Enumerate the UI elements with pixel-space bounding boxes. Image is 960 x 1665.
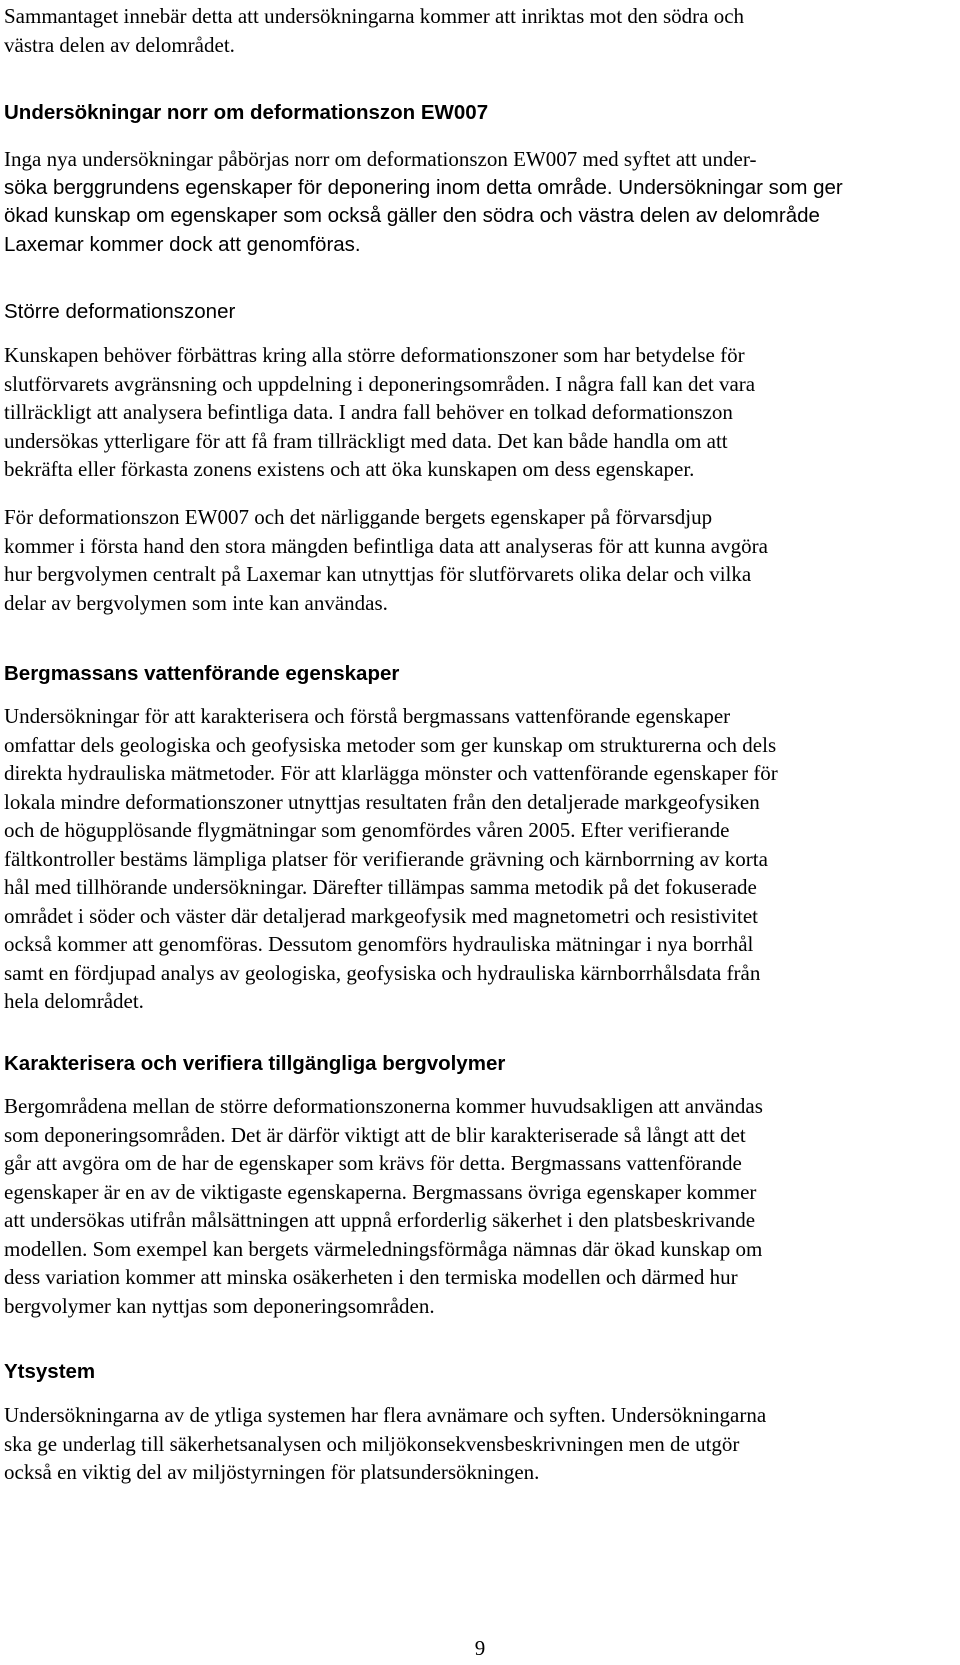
heading-storre: Större deformationszoner bbox=[4, 300, 236, 323]
karakterisera-line-8: bergvolymer kan nyttjas som deponeringsområden. bbox=[4, 1293, 435, 1318]
heading-karakterisera: Karakterisera och verifiera tillgängliga bergvolymer bbox=[4, 1052, 506, 1075]
karakterisera-line-6: modellen. Som exempel kan bergets värmeledningsförmåga nämnas där ökad kunskap om bbox=[4, 1236, 763, 1261]
ytsystem-line-3: också en viktig del av miljöstyrningen för platsundersökningen. bbox=[4, 1460, 540, 1484]
section-karakterisera bbox=[4, 1050, 954, 1078]
vatten-line-3: direkta hydrauliska mätmetoder. För att klarlägga mönster och vattenförande egenskaper för bbox=[4, 761, 778, 785]
ew007-paragraph bbox=[4, 503, 954, 617]
vatten-line-9: också kommer att genomföras. Dessutom genomförs hydrauliska mätningar i nya borrhål bbox=[4, 932, 754, 956]
vatten-line-2: omfattar dels geologiska och geofysiska metoder som ger kunskap om strukturerna och dels bbox=[4, 732, 777, 757]
heading-vatten: Bergmassans vattenförande egenskaper bbox=[4, 662, 400, 685]
intro-paragraph bbox=[4, 2, 954, 59]
section-norr bbox=[4, 99, 954, 127]
karakterisera-line-1: Bergområdena mellan de större deformationszonerna kommer huvudsakligen att användas bbox=[4, 1094, 763, 1118]
vatten-line-4: lokala mindre deformationszoner utnyttjas resultaten från den detaljerade markgeofysiken bbox=[4, 789, 760, 814]
ytsystem-line-2: ska ge underlag till säkerhetsanalysen och miljökonsekvensbeskrivningen men de utgör bbox=[4, 1431, 740, 1456]
section-storre bbox=[4, 298, 954, 326]
page-number: 9 bbox=[474, 1636, 486, 1660]
heading-norr: Undersökningar norr om deformationszon EW007 bbox=[4, 101, 489, 124]
ew007-line-4: delar av bergvolymen som inte kan användas. bbox=[4, 590, 388, 615]
norr-paragraph bbox=[4, 145, 954, 259]
heading-ytsystem: Ytsystem bbox=[4, 1360, 96, 1383]
karakterisera-line-2: som deponeringsområden. Det är därför viktigt att de blir karakteriserade så långt att det bbox=[4, 1122, 746, 1147]
vatten-line-7: hål med tillhörande undersökningar. Därefter tillämpas samma metodik på det fokuserade bbox=[4, 875, 757, 899]
ytsystem-paragraph bbox=[4, 1401, 954, 1487]
vatten-line-6: fältkontroller bestäms lämpliga platser för verifierande grävning och kärnborrning av korta bbox=[4, 846, 768, 871]
storre-line-3: tillräckligt att analysera befintliga data. I andra fall behöver en tolkad deformationszon bbox=[4, 400, 733, 424]
vatten-line-8: området i söder och väster där detaljerad markgeofysik med magnetometri och resistivitet bbox=[4, 903, 758, 928]
ew007-line-1: För deformationszon EW007 och det närliggande bergets egenskaper på förvarsdjup bbox=[4, 505, 713, 529]
karakterisera-line-5: att undersökas utifrån målsättningen att uppnå erforderlig säkerhet i den platsbeskrivande bbox=[4, 1208, 756, 1232]
storre-line-4: undersökas ytterligare för att få fram tillräckligt med data. Det kan både handla om att bbox=[4, 428, 728, 453]
vatten-line-1: Undersökningar för att karakterisera och förstå bergmassans vattenförande egenskaper bbox=[4, 704, 731, 728]
ew007-line-3: hur bergvolymen centralt på Laxemar kan utnyttjas för slutförvarets olika delar och vilka bbox=[4, 562, 752, 586]
karakterisera-line-4: egenskaper är en av de viktigaste egenskaperna. Bergmassans övriga egenskaper kommer bbox=[4, 1179, 757, 1204]
karakterisera-line-3: går att avgöra om de har de egenskaper som krävs för detta. Bergmassans vattenförande bbox=[4, 1151, 742, 1175]
vatten-line-5: och de högupplösande flygmätningar som genomfördes våren 2005. Efter verifierande bbox=[4, 818, 730, 842]
vatten-line-11: hela delområdet. bbox=[4, 989, 144, 1013]
storre-line-1: Kunskapen behöver förbättras kring alla större deformationszoner som har betydelse för bbox=[4, 343, 745, 367]
storre-line-2: slutförvarets avgränsning och uppdelning i deponeringsområden. I några fall kan det vara bbox=[4, 371, 756, 396]
section-vatten bbox=[4, 660, 954, 688]
norr-line-4: Laxemar kommer dock att genomföras. bbox=[4, 232, 361, 256]
norr-line-1: Inga nya undersökningar påbörjas norr om deformationszon EW007 med syftet att under- bbox=[4, 147, 757, 171]
norr-line-2: söka berggrundens egenskaper för deponering inom detta område. Undersökningar som ger bbox=[4, 175, 843, 199]
vatten-line-10: samt en fördjupad analys av geologiska, geofysiska och hydrauliska kärnborrhålsdata från bbox=[4, 960, 761, 985]
intro-line-1: Sammantaget innebär detta att undersökningarna kommer att inriktas mot den södra och bbox=[4, 4, 745, 28]
intro-line-2: västra delen av delområdet. bbox=[4, 32, 235, 57]
karakterisera-line-7: dess variation kommer att minska osäkerheten i den termiska modellen och därmed hur bbox=[4, 1265, 738, 1289]
storre-paragraph bbox=[4, 341, 954, 484]
ytsystem-line-1: Undersökningarna av de ytliga systemen har flera avnämare och syften. Undersökningarna bbox=[4, 1403, 767, 1427]
ew007-line-2: kommer i första hand den stora mängden befintliga data att analyseras för att kunna avgöra bbox=[4, 533, 768, 558]
vatten-paragraph bbox=[4, 702, 954, 1016]
karakterisera-paragraph bbox=[4, 1092, 954, 1320]
section-ytsystem bbox=[4, 1358, 954, 1386]
norr-line-3: ökad kunskap om egenskaper som också gäller den södra och västra delen av delområde bbox=[4, 204, 820, 227]
storre-line-5: bekräfta eller förkasta zonens existens och att öka kunskapen om dess egenskaper. bbox=[4, 457, 695, 481]
